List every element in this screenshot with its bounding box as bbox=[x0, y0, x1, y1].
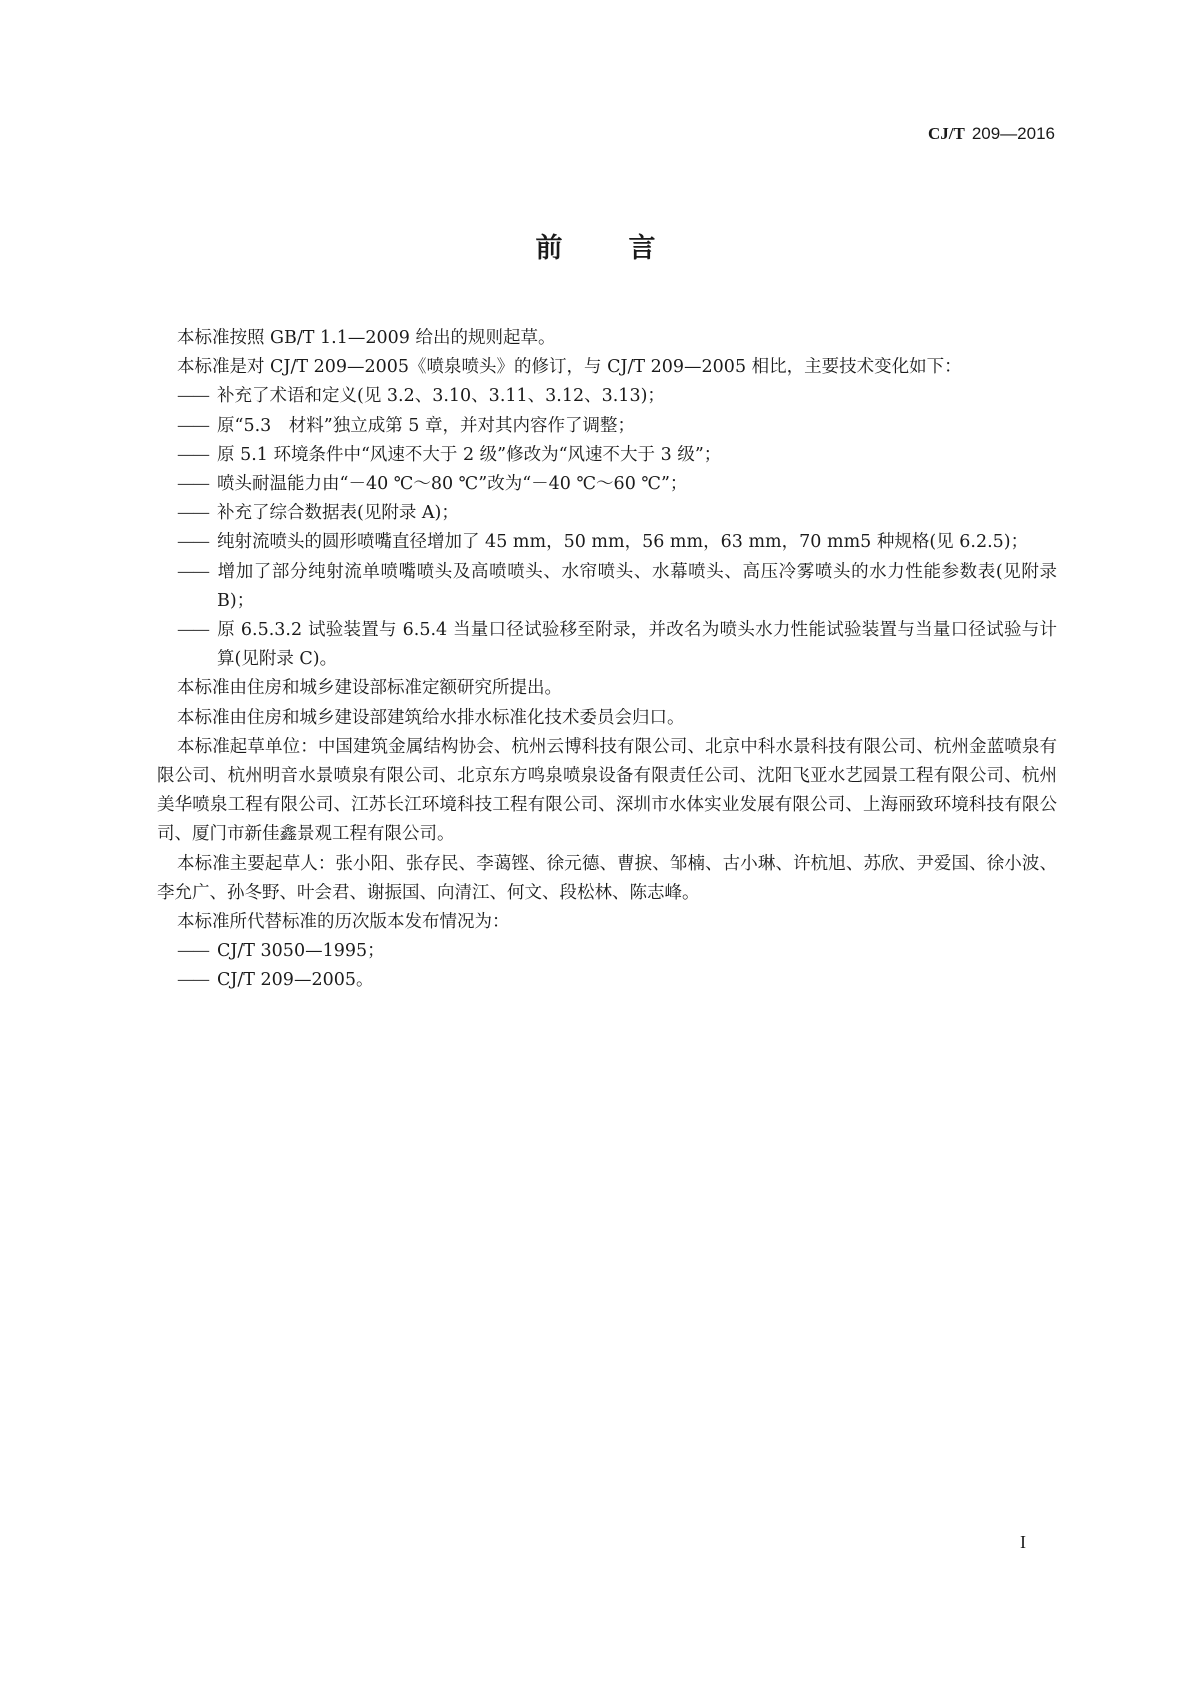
change-item bbox=[177, 382, 1057, 411]
change-item-text: 补充了综合数据表(见附录 A)； bbox=[217, 503, 459, 524]
standard-code: CJ/T bbox=[927, 124, 965, 143]
change-item bbox=[177, 616, 1057, 674]
dash-marker: —— bbox=[177, 941, 208, 962]
change-item bbox=[177, 441, 1057, 470]
dash-marker: —— bbox=[177, 503, 208, 524]
change-item-text: 补充了术语和定义(见 3.2、3.10、3.11、3.12、3.13)； bbox=[217, 386, 665, 407]
previous-edition-text: CJ/T 209—2005。 bbox=[217, 970, 374, 991]
change-item bbox=[177, 412, 1057, 441]
change-item-text: 原 6.5.3.2 试验装置与 6.5.4 当量口径试验移至附录，并改名为喷头水力性能试验装置与当量口径试验与计算(见附录 C)。 bbox=[217, 620, 1057, 670]
previous-edition-item bbox=[177, 937, 1057, 966]
dash-marker: —— bbox=[177, 620, 208, 641]
standard-year: 209—2016 bbox=[971, 124, 1055, 143]
page-number: I bbox=[1020, 1532, 1026, 1552]
page-title: 前言 bbox=[535, 233, 722, 264]
paragraph-centralized-by: 本标准由住房和城乡建设部建筑给水排水标准化技术委员会归口。 bbox=[177, 707, 685, 728]
paragraph-drafting-rules: 本标准按照 GB/T 1.1—2009 给出的规则起草。 bbox=[177, 328, 556, 348]
foreword-body bbox=[157, 324, 1057, 996]
change-item-text: 纯射流喷头的圆形喷嘴直径增加了 45 mm，50 mm，56 mm，63 mm，70 mm5 种规格(见 6.2.5)； bbox=[217, 532, 1029, 553]
previous-edition-text: CJ/T 3050—1995； bbox=[217, 941, 385, 962]
dash-marker: —— bbox=[177, 444, 208, 465]
paragraph-revision-summary: 本标准是对 CJ/T 209—2005《喷泉喷头》的修订，与 CJ/T 209—2005 相比，主要技术变化如下： bbox=[177, 357, 962, 378]
change-item-text: 增加了部分纯射流单喷嘴喷头及高喷喷头、水帘喷头、水幕喷头、高压冷雾喷头的水力性能参数表(见附录 B)； bbox=[217, 561, 1057, 611]
paragraph-proposed-by: 本标准由住房和城乡建设部标准定额研究所提出。 bbox=[177, 678, 562, 699]
change-item bbox=[177, 470, 1057, 499]
paragraph-drafters: 本标准主要起草人：张小阳、张存民、李蔼铿、徐元德、曹捩、邹楠、古小琳、许杭旭、苏欣、尹爱国、徐小波、李允广、孙冬野、叶会君、谢振国、向清江、何文、段松林、陈志峰。 bbox=[157, 853, 1057, 903]
change-item-text: 原“5.3 材料”独立成第 5 章，并对其内容作了调整； bbox=[217, 415, 635, 436]
paragraph-previous-editions: 本标准所代替标准的历次版本发布情况为： bbox=[177, 912, 510, 933]
dash-marker: —— bbox=[177, 386, 208, 407]
change-item bbox=[177, 558, 1057, 616]
change-item-text: 原 5.1 环境条件中“风速不大于 2 级”修改为“风速不大于 3 级”； bbox=[217, 444, 722, 465]
paragraph-drafting-units: 本标准起草单位：中国建筑金属结构协会、杭州云博科技有限公司、北京中科水景科技有限公司、杭州金蓝喷泉有限公司、杭州明音水景喷泉有限公司、北京东方鸣泉喷泉设备有限责任公司、沈阳飞亚水艺园景工程有限公司、杭州美华喷泉工程有限公司、江苏长江环境科技工程有限公司、深圳市水体实业发展有限公司、上海丽致环境科技有限公司、厦门市新佳鑫景观工程有限公司。 bbox=[157, 736, 1057, 845]
dash-marker: —— bbox=[177, 474, 208, 495]
change-item bbox=[177, 528, 1057, 557]
dash-marker: —— bbox=[177, 561, 208, 582]
dash-marker: —— bbox=[177, 532, 208, 553]
dash-marker: —— bbox=[177, 415, 208, 436]
change-item-text: 喷头耐温能力由“－40 ℃～80 ℃”改为“－40 ℃～60 ℃”； bbox=[217, 474, 688, 495]
standard-number-header bbox=[928, 124, 1055, 144]
previous-edition-item bbox=[177, 966, 1057, 995]
change-item bbox=[177, 499, 1057, 528]
dash-marker: —— bbox=[177, 970, 208, 991]
